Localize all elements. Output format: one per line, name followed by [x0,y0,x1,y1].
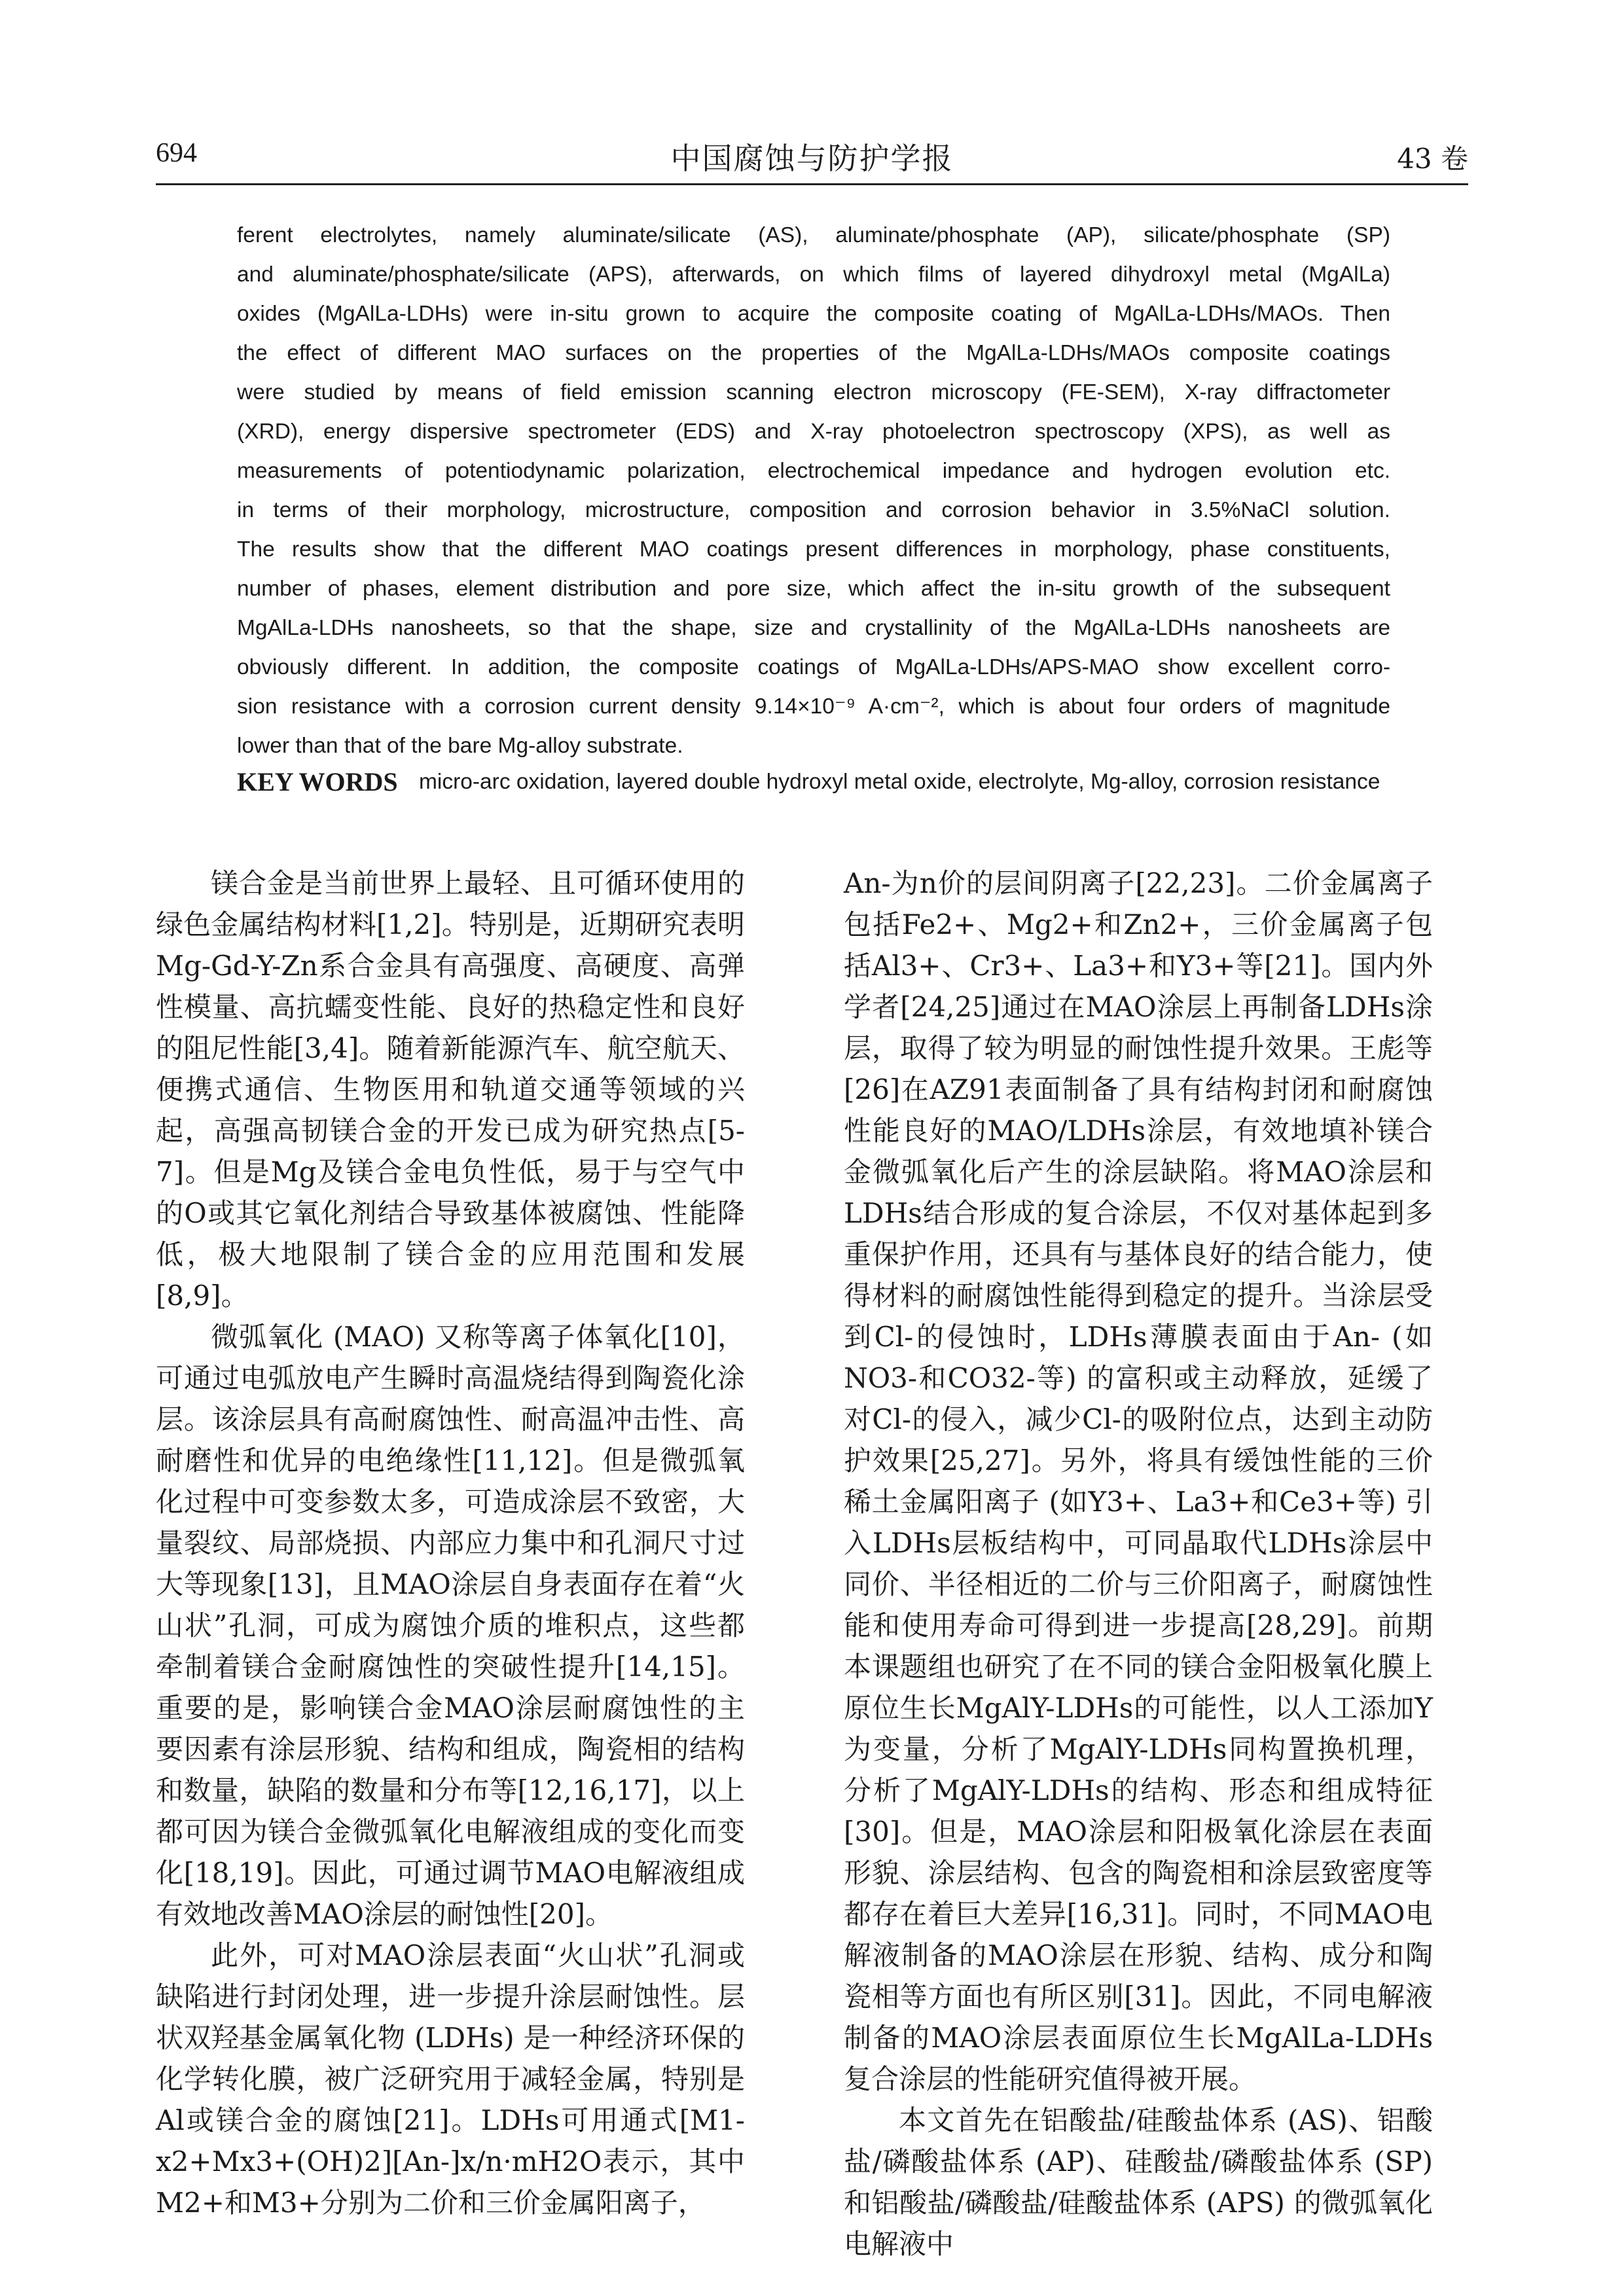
abstract-line: oxides (MgAlLa-LDHs) were in-situ grown to acquire the composite coating of MgAlLa-LDHs/MAOs. Then [237,302,1390,326]
volume-label: 43 卷 [1397,143,1468,175]
abstract-line: The results show that the different MAO coatings present differences in morphology, phase constituents, [237,537,1390,562]
abstract-line: were studied by means of field emission scanning electron microscopy (FE-SEM), X-ray diffractometer [237,380,1390,404]
abstract-line: and aluminate/phosphate/silicate (APS), afterwards, on which films of layered dihydroxyl metal (MgAlLa) [237,262,1390,287]
body-paragraph: 本文首先在铝酸盐/硅酸盐体系 (AS)、铝酸盐/磷酸盐体系 (AP)、硅酸盐/磷酸盐体系 (SP) 和铝酸盐/磷酸盐/硅酸盐体系 (APS) 的微弧氧化电解液中 [844,2104,1433,2260]
journal-title: 中国腐蚀与防护学报 [670,141,954,176]
abstract-line: measurements of potentiodynamic polarization, electrochemical impedance and hydrogen evolution etc. [237,459,1390,483]
header-rule [156,183,1468,185]
abstract-line: lower than that of the bare Mg-alloy substrate. [237,734,683,758]
body-paragraph: 此外，可对MAO涂层表面“火山状”孔洞或缺陷进行封闭处理，进一步提升涂层耐蚀性。层状双羟基金属氧化物 (LDHs) 是一种经济环保的化学转化膜，被广泛研究用于减轻金属，特别是Al或镁合金的腐蚀[21]。LDHs可用通式[M1-x2+Mx3+(OH)2][An-]x/n·mH2O表示，其中M2+和M3+分别为二价和三价金属阳离子， [156,1939,745,2219]
abstract-line: (XRD), energy dispersive spectrometer (EDS) and X-ray photoelectron spectroscopy (XPS), as well as [237,420,1390,444]
body-paragraph: An-为n价的层间阴离子[22,23]。二价金属离子包括Fe2+、Mg2+和Zn2+，三价金属离子包括Al3+、Cr3+、La3+和Y3+等[21]。国内外学者[24,25]通过在MAO涂层上再制备LDHs涂层，取得了较为明显的耐蚀性提升效果。王彪等[26]在AZ91表面制备了具有结构封闭和耐腐蚀性能良好的MAO/LDHs涂层，有效地填补镁合金微弧氧化后产生的涂层缺陷。将MAO涂层和LDHs结合形成的复合涂层，不仅对基体起到多重保护作用，还具有与基体良好的结合能力，使得材料的耐腐蚀性能得到稳定的提升。当涂层受到Cl-的侵蚀时，LDHs薄膜表面由于An- (如NO3-和CO32-等) 的富积或主动释放，延缓了对Cl-的侵入，减少Cl-的吸附位点，达到主动防护效果[25,27]。另外，将具有缓蚀性能的三价稀土金属阳离子 (如Y3+、La3+和Ce3+等) 引入LDHs层板结构中，可同晶取代LDHs涂层中同价、半径相近的二价与三价阳离子，耐腐蚀性能和使用寿命可得到进一步提高[28,29]。前期本课题组也研究了在不同的镁合金阳极氧化膜上原位生长MgAlY-LDHs的可能性，以人工添加Y为变量，分析了MgAlY-LDHs同构置换机理，分析了MgAlY-LDHs的结构、形态和组成特征[30]。但是，MAO涂层和阳极氧化涂层在表面形貌、涂层结构、包含的陶瓷相和涂层致密度等都存在着巨大差异[16,31]。同时，不同MAO电解液制备的MAO涂层在形貌、结构、成分和陶瓷相等方面也有所区别[31]。因此，不同电解液制备的MAO涂层表面原位生长MgAlLa-LDHs复合涂层的性能研究值得被开展。 [844,867,1433,2095]
english-abstract [237,216,1390,766]
body-column-right [844,863,1433,2265]
abstract-line: number of phases, element distribution and pore size, which affect the in-situ growth of the subsequent [237,577,1390,601]
page-number: 694 [156,138,197,168]
abstract-line: the effect of different MAO surfaces on the properties of the MgAlLa-LDHs/MAOs composite coatings [237,341,1390,365]
keywords-label: KEY WORDS [237,767,398,797]
body-column-left [156,863,745,2223]
body-paragraph: 微弧氧化 (MAO) 又称等离子体氧化[10]，可通过电弧放电产生瞬时高温烧结得到陶瓷化涂层。该涂层具有高耐腐蚀性、耐高温冲击性、高耐磨性和优异的电绝缘性[11,12]。但是微弧氧化过程中可变参数太多，可造成涂层不致密，大量裂纹、局部烧损、内部应力集中和孔洞尺寸过大等现象[13]，且MAO涂层自身表面存在着“火山状”孔洞，可成为腐蚀介质的堆积点，这些都牵制着镁合金耐腐蚀性的突破性提升[14,15]。重要的是，影响镁合金MAO涂层耐腐蚀性的主要因素有涂层形貌、结构和组成，陶瓷相的结构和数量，缺陷的数量和分布等[12,16,17]，以上都可因为镁合金微弧氧化电解液组成的变化而变化[18,19]。因此，可通过调节MAO电解液组成有效地改善MAO涂层的耐蚀性[20]。 [156,1321,745,1930]
abstract-line: obviously different. In addition, the composite coatings of MgAlLa-LDHs/APS-MAO show excellent corro- [237,655,1390,679]
abstract-line: sion resistance with a corrosion current density 9.14×10⁻⁹ A·cm⁻², which is about four orders of magnitude [237,694,1390,719]
page-header [156,137,1468,183]
abstract-line: MgAlLa-LDHs nanosheets, so that the shape, size and crystallinity of the MgAlLa-LDHs nanosheets are [237,616,1390,640]
abstract-line: ferent electrolytes, namely aluminate/silicate (AS), aluminate/phosphate (AP), silicate/phosphate (SP) [237,223,1390,247]
body-paragraph: 镁合金是当前世界上最轻、且可循环使用的绿色金属结构材料[1,2]。特别是，近期研究表明Mg-Gd-Y-Zn系合金具有高强度、高硬度、高弹性模量、高抗蠕变性能、良好的热稳定性和良好的阻尼性能[3,4]。随着新能源汽车、航空航天、便携式通信、生物医用和轨道交通等领域的兴起，高强高韧镁合金的开发已成为研究热点[5-7]。但是Mg及镁合金电负性低，易于与空气中的O或其它氧化剂结合导致基体被腐蚀、性能降低，极大地限制了镁合金的应用范围和发展[8,9]。 [156,867,745,1312]
keywords-text: micro-arc oxidation, layered double hydroxyl metal oxide, electrolyte, Mg-alloy, corrosion resistance [419,770,1380,794]
abstract-line: in terms of their morphology, microstructure, composition and corrosion behavior in 3.5%NaCl solution. [237,498,1390,522]
